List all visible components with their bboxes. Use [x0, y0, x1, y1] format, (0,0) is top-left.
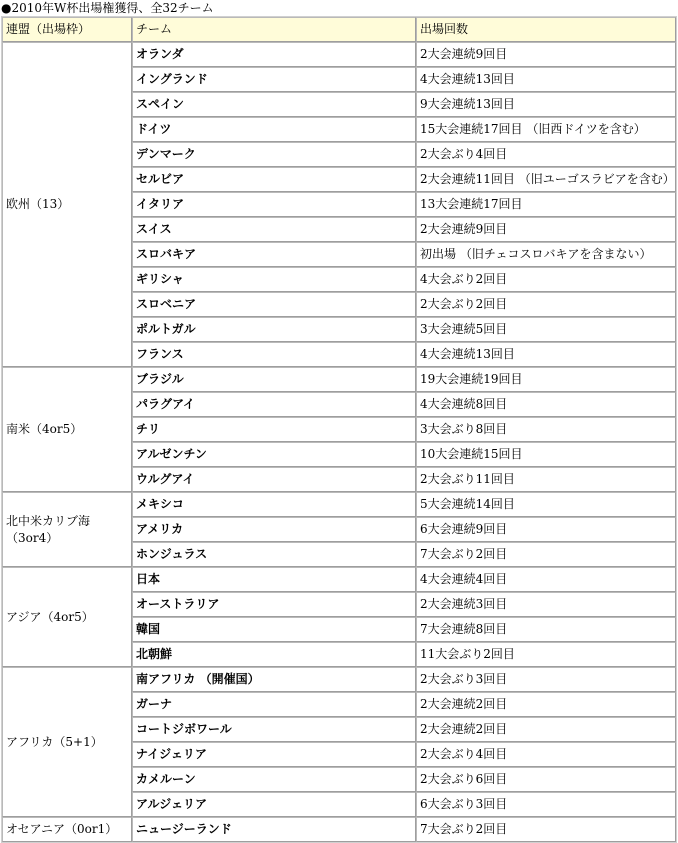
header-team: チーム — [132, 17, 416, 42]
team-cell: イタリア — [132, 192, 416, 217]
appearances-cell: 9大会連続13回目 — [416, 92, 676, 117]
team-cell: デンマーク — [132, 142, 416, 167]
table-body — [2, 42, 676, 842]
team-cell: ポルトガル — [132, 317, 416, 342]
appearances-cell: 2大会ぶり2回目 — [416, 292, 676, 317]
team-cell: ギリシャ — [132, 267, 416, 292]
appearances-cell: 2大会ぶり4回目 — [416, 142, 676, 167]
table-row — [2, 492, 676, 517]
federation-cell: アジア（4or5） — [2, 567, 132, 667]
team-cell: コートジボワール — [132, 717, 416, 742]
appearances-cell: 7大会ぶり2回目 — [416, 817, 676, 842]
team-cell: アルジェリア — [132, 792, 416, 817]
table-row — [2, 667, 676, 692]
team-cell: カメルーン — [132, 767, 416, 792]
table-row — [2, 367, 676, 392]
team-cell: チリ — [132, 417, 416, 442]
team-cell: アメリカ — [132, 517, 416, 542]
appearances-cell: 初出場 （旧チェコスロバキアを含まない） — [416, 242, 676, 267]
appearances-cell: 4大会連続13回目 — [416, 67, 676, 92]
appearances-cell: 13大会連続17回目 — [416, 192, 676, 217]
appearances-cell: 11大会ぶり2回目 — [416, 642, 676, 667]
appearances-cell: 6大会連続9回目 — [416, 517, 676, 542]
federation-cell: 南米（4or5） — [2, 367, 132, 492]
appearances-cell: 19大会連続19回目 — [416, 367, 676, 392]
federation-cell: オセアニア（0or1） — [2, 817, 132, 842]
header-federation: 連盟（出場枠） — [2, 17, 132, 42]
appearances-cell: 2大会ぶり11回目 — [416, 467, 676, 492]
federation-cell: 北中米カリブ海（3or4） — [2, 492, 132, 567]
team-cell: スペイン — [132, 92, 416, 117]
team-cell: オランダ — [132, 42, 416, 67]
header-appearances: 出場回数 — [416, 17, 676, 42]
table-header-row — [2, 17, 676, 42]
table-row — [2, 567, 676, 592]
team-cell: ホンジュラス — [132, 542, 416, 567]
appearances-cell: 7大会連続8回目 — [416, 617, 676, 642]
team-cell: スイス — [132, 217, 416, 242]
team-cell: ニュージーランド — [132, 817, 416, 842]
page-title: ●2010年W杯出場権獲得、全32チーム — [1, 1, 214, 15]
table-row — [2, 42, 676, 67]
team-cell: ナイジェリア — [132, 742, 416, 767]
appearances-cell: 2大会ぶり6回目 — [416, 767, 676, 792]
federation-cell: アフリカ（5+1） — [2, 667, 132, 817]
team-cell: スロバキア — [132, 242, 416, 267]
appearances-cell: 4大会ぶり2回目 — [416, 267, 676, 292]
appearances-cell: 7大会ぶり2回目 — [416, 542, 676, 567]
appearances-cell: 2大会連続9回目 — [416, 42, 676, 67]
team-cell: 日本 — [132, 567, 416, 592]
appearances-cell: 3大会連続5回目 — [416, 317, 676, 342]
appearances-cell: 2大会ぶり4回目 — [416, 742, 676, 767]
team-cell: ブラジル — [132, 367, 416, 392]
table-row — [2, 817, 676, 842]
appearances-cell: 15大会連続17回目 （旧西ドイツを含む） — [416, 117, 676, 142]
qualified-teams-table — [1, 16, 677, 843]
appearances-cell: 2大会連続9回目 — [416, 217, 676, 242]
appearances-cell: 2大会連続3回目 — [416, 592, 676, 617]
appearances-cell: 5大会連続14回目 — [416, 492, 676, 517]
team-cell: イングランド — [132, 67, 416, 92]
appearances-cell: 2大会連続11回目 （旧ユーゴスラビアを含む） — [416, 167, 676, 192]
appearances-cell: 2大会ぶり3回目 — [416, 667, 676, 692]
team-cell: 韓国 — [132, 617, 416, 642]
team-cell: フランス — [132, 342, 416, 367]
appearances-cell: 10大会連続15回目 — [416, 442, 676, 467]
team-cell: ウルグアイ — [132, 467, 416, 492]
appearances-cell: 6大会ぶり3回目 — [416, 792, 676, 817]
appearances-cell: 4大会連続13回目 — [416, 342, 676, 367]
team-cell: スロベニア — [132, 292, 416, 317]
team-cell: パラグアイ — [132, 392, 416, 417]
team-cell: アルゼンチン — [132, 442, 416, 467]
team-cell: オーストラリア — [132, 592, 416, 617]
team-cell: 北朝鮮 — [132, 642, 416, 667]
team-cell: ガーナ — [132, 692, 416, 717]
appearances-cell: 2大会連続2回目 — [416, 717, 676, 742]
federation-cell: 欧州（13） — [2, 42, 132, 367]
appearances-cell: 2大会連続2回目 — [416, 692, 676, 717]
team-cell: ドイツ — [132, 117, 416, 142]
team-cell: 南アフリカ （開催国） — [132, 667, 416, 692]
team-cell: メキシコ — [132, 492, 416, 517]
appearances-cell: 4大会連続4回目 — [416, 567, 676, 592]
appearances-cell: 4大会連続8回目 — [416, 392, 676, 417]
appearances-cell: 3大会ぶり8回目 — [416, 417, 676, 442]
team-cell: セルビア — [132, 167, 416, 192]
